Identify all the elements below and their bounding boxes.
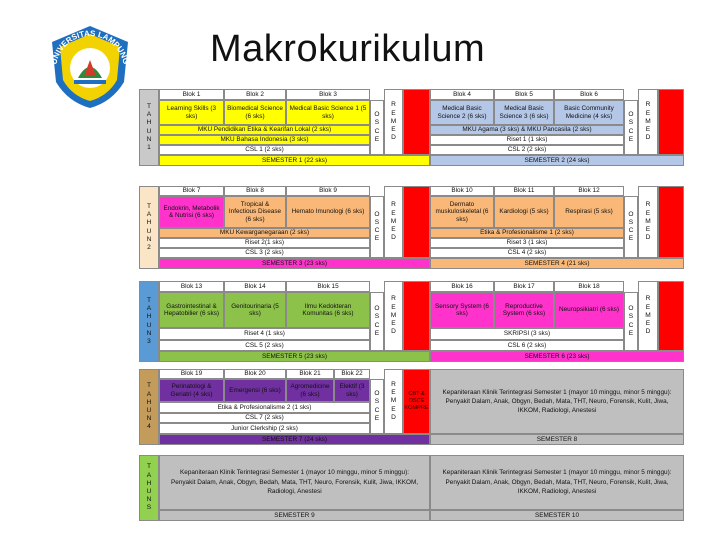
svg-text:UNIVERSITAS LAMPUNG: UNIVERSITAS LAMPUNG (49, 28, 131, 66)
blok-14-header: Blok 14 (224, 281, 286, 292)
blok-12-header: Blok 12 (554, 186, 624, 196)
blok-8-header: Blok 8 (224, 186, 286, 196)
blok-20-emergensi: Emergensi (6 sks) (224, 379, 286, 402)
blok-10-header: Blok 10 (430, 186, 494, 196)
kepaniteraan-sem8: Kepaniteraan Klinik Terintegrasi Semester 1 (mayor 10 minggu, minor 5 minggu): Penyakit Dalam, Anak, Obgyn, Bedah, Mata, THT, Neuro, Forensik, Kulit, Jiwa, IKKOM, Radiologi, Anestesi (430, 369, 684, 434)
curriculum-grid (139, 89, 684, 523)
skripsi: SKRIPSI (3 sks) (430, 328, 624, 340)
mku-bahasa-indonesia: MKU Bahasa Indonesia (3 sks) (159, 135, 370, 145)
blok-17-header: Blok 17 (494, 281, 554, 292)
blok-4-medical-basic-science-2: Medical Basic Science 2 (6 sks) (430, 100, 494, 125)
remed-red-sem2 (658, 89, 684, 155)
blok-12-respirasi: Respirasi (5 sks) (554, 196, 624, 228)
osce-sem4: OSCE (624, 196, 638, 258)
blok-11-header: Blok 11 (494, 186, 554, 196)
blok-22-elektif: Elektif (3 sks) (334, 379, 370, 402)
riset-4: Riset 4 (1 sks) (159, 328, 370, 340)
blok-3-medical-basic-science-1: Medical Basic Science 1 (5 sks) (286, 100, 370, 125)
kepaniteraan-sem10: Kepaniteraan Klinik Terintegrasi Semester 1 (mayor 10 minggu, minor 5 minggu): Penyakit Dalam, Anak, Obgyn, Bedah, Mata, THT, Neuro, Forensik, Kulit, Jiwa, IKKOM, Radiologi, Anestesi (430, 455, 684, 510)
remed-sem5: REMED (384, 281, 403, 351)
blok-16-sensory: Sensory System (6 sks) (430, 292, 494, 328)
tahun-2-label: TAHUN2 (139, 186, 159, 269)
blok-6-header: Blok 6 (554, 89, 624, 100)
blok-7-endokrin: Endokrin, Metabolik & Nutrisi (6 sks) (159, 196, 224, 228)
blok-15-header: Blok 15 (286, 281, 370, 292)
mku-kewarganegaraan: MKU Kewarganegaraan (2 sks) (159, 228, 370, 238)
mku-etika-kearifan: MKU Pendidikan Etika & Kearifan Lokal (2 sks) (159, 125, 370, 135)
remed-red-sem1 (403, 89, 430, 155)
blok-10-dermato: Dermato muskuloskeletal (6 sks) (430, 196, 494, 228)
blok-5-medical-basic-science-3: Medical Basic Science 3 (6 sks) (494, 100, 554, 125)
blok-8-tropical: Tropical & Infectious Disease (6 sks) (224, 196, 286, 228)
semester-5-bar: SEMESTER 5 (23 sks) (159, 351, 430, 362)
osce-sem1: OSCE (370, 100, 384, 155)
blok-14-genitourinaria: Genitourinaria (5 sks) (224, 292, 286, 328)
blok-21-header: Blok 21 (286, 369, 334, 379)
semester-8-bar: SEMESTER 8 (430, 434, 684, 445)
blok-1-header: Blok 1 (159, 89, 224, 100)
blok-13-header: Blok 13 (159, 281, 224, 292)
etika-profesionalisme-2: Etika & Profesionalisme 2 (1 sks) (159, 402, 370, 413)
osce-sem7: OSCE (370, 379, 384, 434)
remed-sem1: REMED (384, 89, 403, 155)
csl-2: CSL 2 (2 sks) (430, 145, 624, 155)
tahun-3-label: TAHUN3 (139, 281, 159, 362)
osce-sem2: OSCE (624, 100, 638, 155)
blok-21-agromedicine: Agromedicine (6 sks) (286, 379, 334, 402)
blok-4-header: Blok 4 (430, 89, 494, 100)
semester-10-bar: SEMESTER 10 (430, 510, 684, 521)
blok-2-biomedical-science: Biomedical Science (6 sks) (224, 100, 286, 125)
csl-1: CSL 1 (2 sks) (159, 145, 370, 155)
tahun-1-label: TAHUN1 (139, 89, 159, 166)
blok-11-kardiologi: Kardiologi (5 sks) (494, 196, 554, 228)
kepaniteraan-sem9: Kepaniteraan Klinik Terintegrasi Semester 1 (mayor 10 minggu, minor 5 minggu): Penyakit Dalam, Anak, Obgyn, Bedah, Mata, THT, Neuro, Forensik, Kulit, Jiwa, IKKOM, Radiologi, Anestesi (159, 455, 430, 510)
blok-9-hemato: Hemato Imunologi (6 sks) (286, 196, 370, 228)
semester-1-bar: SEMESTER 1 (22 sks) (159, 155, 430, 166)
blok-16-header: Blok 16 (430, 281, 494, 292)
blok-13-gastrointestinal: Gastrointestinal & Hepatobilier (6 sks) (159, 292, 224, 328)
page-title: Makrokurikulum (210, 28, 486, 70)
csl-7: CSL 7 (2 sks) (159, 413, 370, 423)
blok-17-reproductive: Reproductive System (6 sks) (494, 292, 554, 328)
semester-2-bar: SEMESTER 2 (24 sks) (430, 155, 684, 166)
blok-15-ikk: Ilmu Kedokteran Komunitas (6 sks) (286, 292, 370, 328)
blok-9-header: Blok 9 (286, 186, 370, 196)
cbt-osce-kompre: CBT & OSCE KOMPRE (403, 369, 430, 434)
tahun-4-label: TAHUN4 (139, 369, 159, 445)
semester-3-bar: SEMESTER 3 (23 sks) (159, 258, 430, 269)
remed-sem3: REMED (384, 186, 403, 258)
remed-sem6: REMED (638, 281, 658, 351)
semester-4-bar: SEMESTER 4 (21 sks) (430, 258, 684, 269)
tahun-5-label: TAHUNS (139, 455, 159, 521)
etika-profesionalisme-1: Etika & Profesionalisme 1 (2 sks) (430, 228, 624, 238)
csl-5: CSL 5 (2 sks) (159, 340, 370, 351)
blok-19-perinatologi: Perinatologi & Geriatri (4 sks) (159, 379, 224, 402)
blok-3-header: Blok 3 (286, 89, 370, 100)
remed-red-sem5 (403, 281, 430, 351)
blok-18-header: Blok 18 (554, 281, 624, 292)
blok-7-header: Blok 7 (159, 186, 224, 196)
osce-sem3: OSCE (370, 196, 384, 258)
riset-1: Riset 1 (1 sks) (430, 135, 624, 145)
blok-1-learning-skills: Learning Skills (3 sks) (159, 100, 224, 125)
mku-agama-pancasila: MKU Agama (3 sks) & MKU Pancasila (2 sks) (430, 125, 624, 135)
riset-2: Riset 2(1 sks) (159, 238, 370, 248)
csl-6: CSL 6 (2 sks) (430, 340, 624, 351)
csl-3: CSL 3 (2 sks) (159, 248, 370, 258)
blok-18-neuropsikiatri: Neuropsikiatri (6 sks) (554, 292, 624, 328)
semester-6-bar: SEMESTER 6 (23 sks) (430, 351, 684, 362)
remed-red-sem3 (403, 186, 430, 258)
blok-20-header: Blok 20 (224, 369, 286, 379)
csl-4: CSL 4 (2 sks) (430, 248, 624, 258)
remed-sem2: REMED (638, 89, 658, 155)
remed-red-sem4 (658, 186, 684, 258)
semester-9-bar: SEMESTER 9 (159, 510, 430, 521)
remed-sem4: REMED (638, 186, 658, 258)
university-lampung-seal (44, 20, 136, 112)
remed-sem7: REMED (384, 369, 403, 434)
osce-sem6: OSCE (624, 292, 638, 351)
junior-clerkship: Junior Clerkship (2 sks) (159, 423, 370, 434)
osce-sem5: OSCE (370, 292, 384, 351)
blok-22-header: Blok 22 (334, 369, 370, 379)
riset-3: Riset 3 (1 sks) (430, 238, 624, 248)
blok-2-header: Blok 2 (224, 89, 286, 100)
remed-red-sem6 (658, 281, 684, 351)
semester-7-bar: SEMESTER 7 (24 sks) (159, 434, 430, 445)
blok-19-header: Blok 19 (159, 369, 224, 379)
blok-5-header: Blok 5 (494, 89, 554, 100)
blok-6-basic-community-medicine: Basic Community Medicine (4 sks) (554, 100, 624, 125)
